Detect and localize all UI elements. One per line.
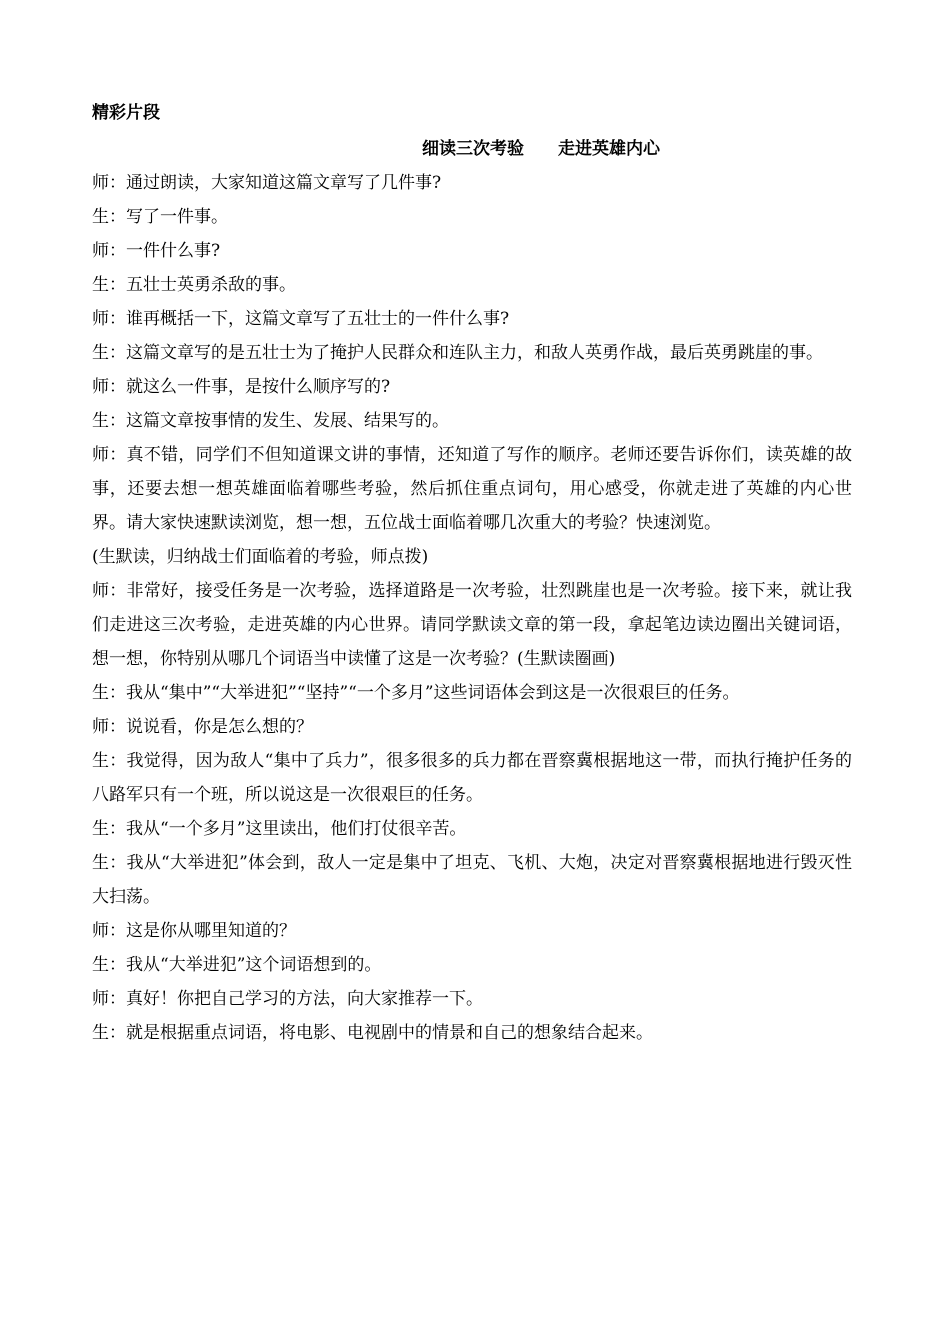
dialogue-line: 生：这篇文章按事情的发生、发展、结果写的。 xyxy=(92,411,449,431)
dialogue-line: 师：说说看，你是怎么想的？ xyxy=(92,717,313,737)
dialogue-line: 师：通过朗读，大家知道这篇文章写了几件事? xyxy=(92,173,442,193)
dialogue-line: 师：真不错，同学们不但知道课文讲的事情，还知道了写作的顺序。老师还要告诉你们，读英雄的故事，还要去想一想英雄面临着哪些考验，然后抓住重点词句，用心感受，你就走进了英雄的内心世界。请大家快速默读浏览，想一想，五位战士面临着哪几次重大的考验？快速浏览。 xyxy=(92,445,852,533)
section-label: 精彩片段 xyxy=(92,103,160,123)
stage-direction: (生默读，归纳战士们面临着的考验，师点拨) xyxy=(92,547,429,567)
dialogue-body xyxy=(92,166,852,1050)
dialogue-line: 师：谁再概括一下，这篇文章写了五壮士的一件什么事? xyxy=(92,309,510,329)
dialogue-line: 师：真好！你把自己学习的方法，向大家推荐一下。 xyxy=(92,989,483,1009)
dialogue-line: 师：非常好，接受任务是一次考验，选择道路是一次考验，壮烈跳崖也是一次考验。接下来，就让我们走进这三次考验，走进英雄的内心世界。请同学默读文章的第一段，拿起笔边读边圈出关键词语，想一想，你特别从哪几个词语当中读懂了这是一次考验？(生默读圈画) xyxy=(92,581,852,669)
dialogue-line: 生：我从“大举进犯”体会到，敌人一定是集中了坦克、飞机、大炮，决定对晋察冀根据地进行毁灭性大扫荡。 xyxy=(92,853,852,907)
dialogue-line: 生：我觉得，因为敌人“集中了兵力”，很多很多的兵力都在晋察冀根据地这一带，而执行掩护任务的八路军只有一个班，所以说这是一次很艰巨的任务。 xyxy=(92,751,852,805)
dialogue-line: 师：一件什么事? xyxy=(92,241,221,261)
dialogue-line: 生：我从“大举进犯”这个词语想到的。 xyxy=(92,955,382,975)
dialogue-line: 生：就是根据重点词语，将电影、电视剧中的情景和自己的想象结合起来。 xyxy=(92,1023,653,1043)
subtitle-part-1: 细读三次考验 xyxy=(422,139,524,159)
dialogue-line: 生：我从“一个多月”这里读出，他们打仗很辛苦。 xyxy=(92,819,467,839)
lesson-subtitle xyxy=(422,134,660,159)
dialogue-line: 生：我从“集中”“大举进犯”“坚持”“一个多月”这些词语体会到这是一次很艰巨的任务。 xyxy=(92,683,740,703)
dialogue-line: 生：这篇文章写的是五壮士为了掩护人民群众和连队主力，和敌人英勇作战，最后英勇跳崖的事。 xyxy=(92,343,823,363)
dialogue-line: 生：五壮士英勇杀敌的事。 xyxy=(92,275,296,295)
dialogue-line: 师：这是你从哪里知道的？ xyxy=(92,921,296,941)
dialogue-line: 生：写了一件事。 xyxy=(92,207,228,227)
subtitle-part-2: 走进英雄内心 xyxy=(558,139,660,159)
dialogue-line: 师：就这么一件事，是按什么顺序写的? xyxy=(92,377,391,397)
